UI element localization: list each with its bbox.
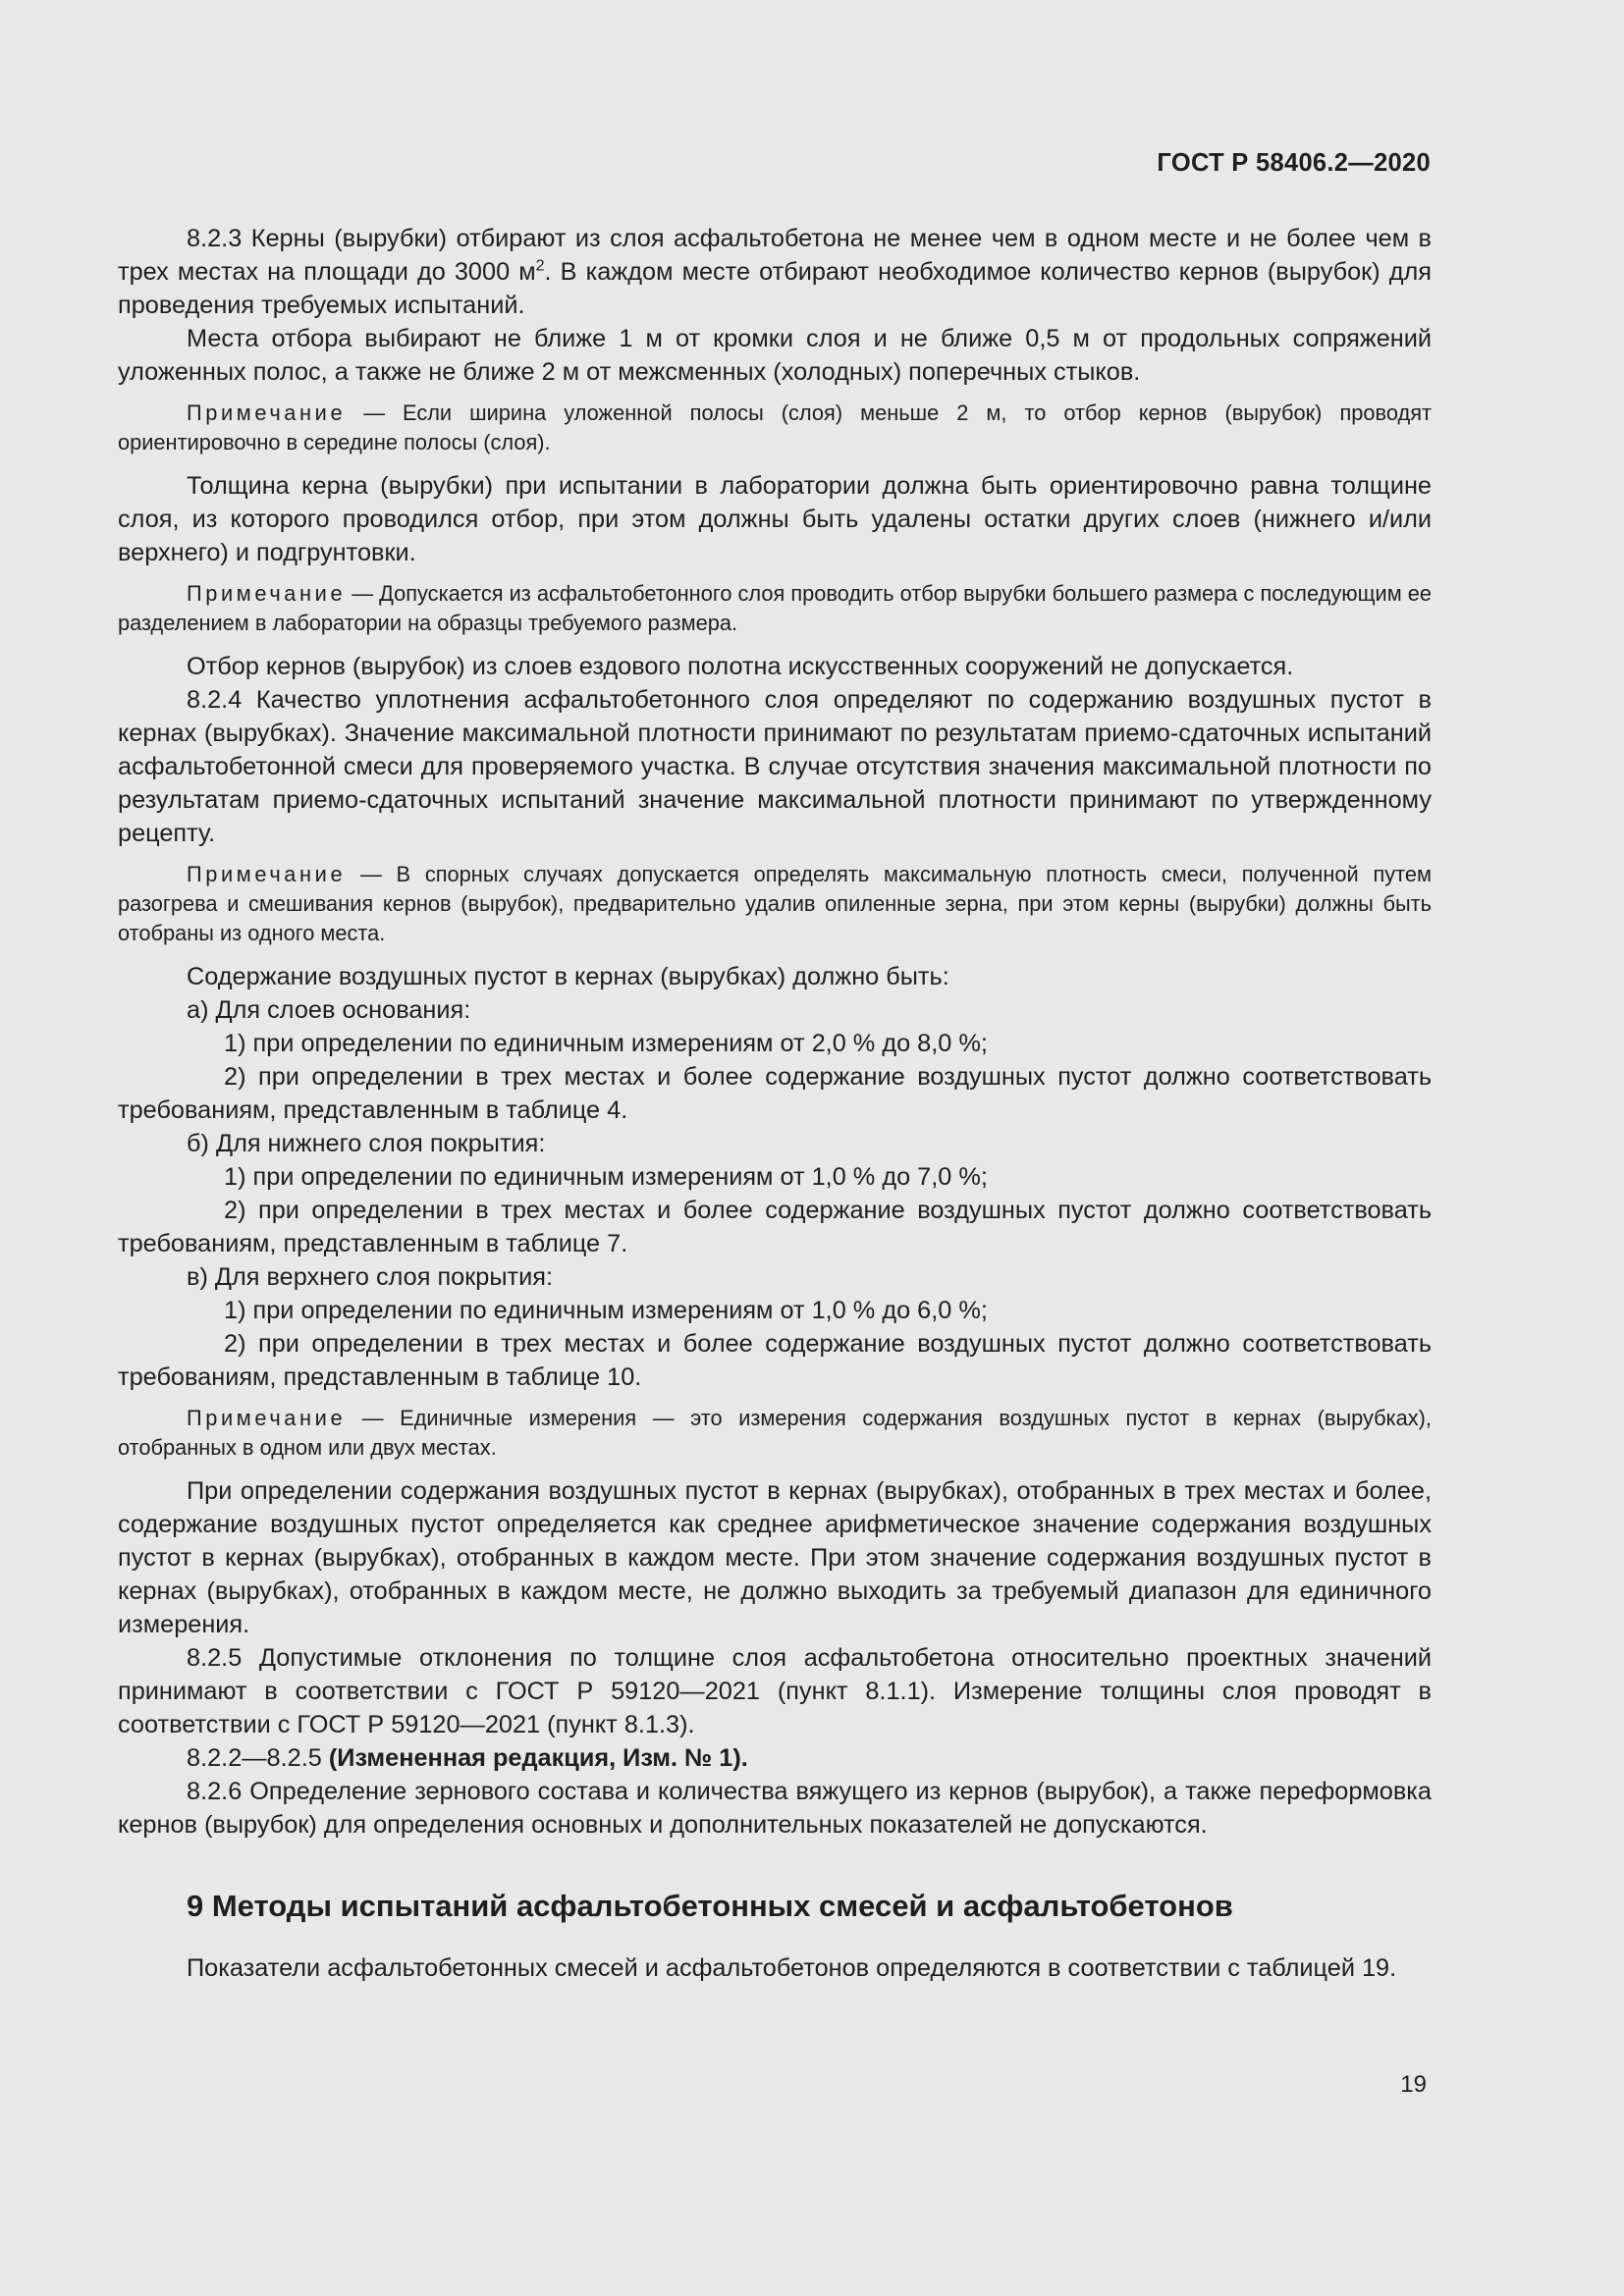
- note-label: Примечание: [187, 862, 347, 886]
- note-4: Примечание — Единичные измерения — это измерения содержания воздушных пустот в кернах (вырубках), отобранных в одном или двух местах.: [118, 1406, 1432, 1460]
- paragraph-bridge-deck: Отбор кернов (вырубок) из слоев ездового полотна искусственных сооружений не допускается.: [187, 653, 1294, 680]
- list-item-c1: 1) при определении по единичным измерениям от 1,0 % до 6,0 %;: [224, 1297, 988, 1324]
- note-label: Примечание: [187, 400, 347, 425]
- paragraph-8-2-3: 8.2.3 Керны (вырубки) отбирают из слоя асфальтобетона не менее чем в одном месте и не более чем в трех местах на площади до 3000 $м^2$. В каждом месте отбирают необходимое количество кернов (вырубок) для проведения требуемых испытаний.: [118, 225, 1432, 319]
- document-body: [118, 222, 1432, 1985]
- section-9-title: 9 Методы испытаний асфальтобетонных смесей и асфальтобетонов: [187, 1889, 1233, 1923]
- paragraph-8-2-6: 8.2.6 Определение зернового состава и количества вяжущего из кернов (вырубок), а также переформовка кернов (вырубок) для определения основных и дополнительных показателей не допускаются.: [118, 1778, 1432, 1839]
- paragraph-8-2-4: 8.2.4 Качество уплотнения асфальтобетонного слоя определяют по содержанию воздушных пустот в кернах (вырубках). Значение максимальной плотности принимают по результатам приемо-сдаточных испытаний асфальтобетонной смеси для проверяемого участка. В случае отсутствия значения максимальной плотности по результатам приемо-сдаточных испытаний значение максимальной плотности принимают по утвержденному рецепту.: [118, 686, 1432, 847]
- paragraph-amendment: 8.2.2—8.2.5 (Измененная редакция, Изм. № 1).: [187, 1744, 748, 1772]
- list-item-b1: 1) при определении по единичным измерениям от 1,0 % до 7,0 %;: [224, 1163, 988, 1191]
- list-item-b2: 2) при определении в трех местах и более содержание воздушных пустот должно соответствовать требованиям, представленным в таблице 7.: [118, 1197, 1432, 1257]
- list-item-c2: 2) при определении в трех местах и более содержание воздушных пустот должно соответствовать требованиям, представленным в таблице 10.: [118, 1330, 1432, 1391]
- paragraph-air-voids-intro: Содержание воздушных пустот в кернах (вырубках) должно быть:: [187, 963, 949, 990]
- list-item-b: б) Для нижнего слоя покрытия:: [187, 1130, 546, 1157]
- paragraph-core-thickness: Толщина керна (вырубки) при испытании в лаборатории должна быть ориентировочно равна толщине слоя, из которого проводился отбор, при этом должны быть удалены остатки других слоев (нижнего и/или верхнего) и подгрунтовки.: [118, 472, 1432, 566]
- list-item-a1: 1) при определении по единичным измерениям от 2,0 % до 8,0 %;: [224, 1030, 988, 1057]
- document-code: ГОСТ Р 58406.2—2020: [1157, 149, 1431, 177]
- note-1: Примечание — Если ширина уложенной полосы (слоя) меньше 2 м, то отбор кернов (вырубок) проводят ориентировочно в середине полосы (слоя).: [118, 400, 1432, 454]
- list-item-c: в) Для верхнего слоя покрытия:: [187, 1263, 553, 1291]
- paragraph-section-9-intro: Показатели асфальтобетонных смесей и асфальтобетонов определяются в соответствии с таблицей 19.: [187, 1954, 1397, 1982]
- paragraph-8-2-5: 8.2.5 Допустимые отклонения по толщине слоя асфальтобетона относительно проектных значений принимают в соответствии с ГОСТ Р 59120—2021 (пункт 8.1.1). Измерение толщины слоя проводят в соответствии с ГОСТ Р 59120—2021 (пункт 8.1.3).: [118, 1644, 1432, 1738]
- list-item-a: а) Для слоев основания:: [187, 996, 471, 1024]
- note-label: Примечание: [187, 1406, 347, 1430]
- page-number: 19: [1400, 2071, 1427, 2098]
- paragraph-average-voids: При определении содержания воздушных пустот в кернах (вырубках), отобранных в трех местах и более, содержание воздушных пустот определяется как среднее арифметическое значение содержания воздушных пустот в кернах (вырубках), отобранных в каждом месте. При этом значение содержания воздушных пустот в кернах (вырубках), отобранных в каждом месте, не должно выходить за требуемый диапазон для единичного измерения.: [118, 1477, 1432, 1638]
- paragraph-sampling-locations: Места отбора выбирают не ближе 1 м от кромки слоя и не ближе 0,5 м от продольных сопряжений уложенных полос, а также не ближе 2 м от межсменных (холодных) поперечных стыков.: [118, 325, 1432, 386]
- note-3: Примечание — В спорных случаях допускается определять максимальную плотность смеси, полученной путем разогрева и смешивания кернов (вырубок), предварительно удалив опиленные зерна, при этом керны (вырубки) должны быть отобраны из одного места.: [118, 862, 1432, 945]
- amendment-note: (Измененная редакция, Изм. № 1).: [328, 1744, 748, 1772]
- list-item-a2: 2) при определении в трех местах и более содержание воздушных пустот должно соответствовать требованиям, представленным в таблице 4.: [118, 1063, 1432, 1124]
- note-label: Примечание: [187, 581, 347, 606]
- note-2: Примечание — Допускается из асфальтобетонного слоя проводить отбор вырубки большего размера с последующим ее разделением в лаборатории на образцы требуемого размера.: [118, 581, 1432, 635]
